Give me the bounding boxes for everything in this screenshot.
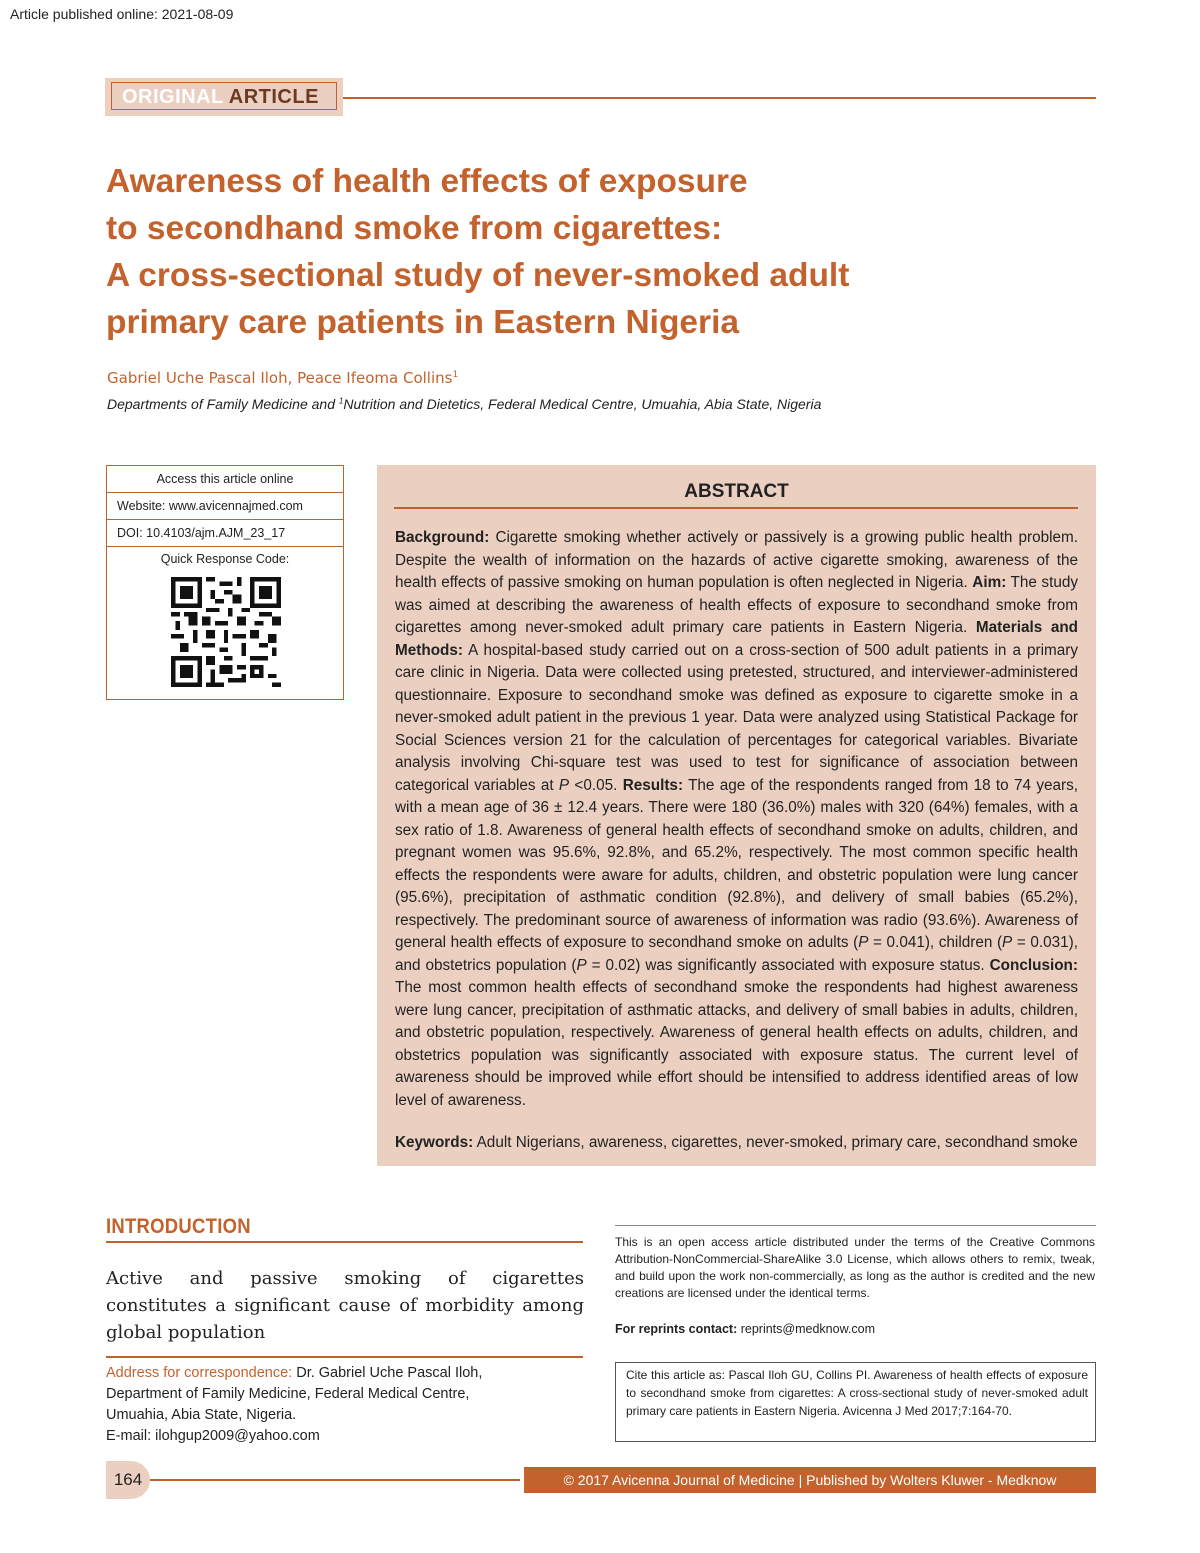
reprints-label: For reprints contact: bbox=[615, 1322, 738, 1336]
abstract-text bbox=[395, 527, 1078, 1112]
abstract-heading: ABSTRACT bbox=[684, 481, 789, 502]
methods-p: P bbox=[558, 776, 570, 794]
footer-rule bbox=[150, 1479, 520, 1481]
website-link[interactable]: Website: www.avicennajmed.com bbox=[107, 493, 343, 520]
introduction-rule bbox=[106, 1241, 583, 1243]
keywords-label: Keywords: bbox=[395, 1134, 474, 1151]
reprints-email[interactable]: reprints@medknow.com bbox=[737, 1322, 875, 1336]
methods-label: Materials and Methods: bbox=[395, 619, 1079, 659]
correspondence-rule bbox=[106, 1356, 583, 1358]
license-text: This is an open access article distributed under the terms of the Creative Commons Attribution-NonCommercial-ShareAlike 3.0 License, which allows others to remix, tweak, and build upon the work non-commercially, as long as the author is credited and the new creations are licensed under the identical terms. bbox=[615, 1235, 1095, 1300]
correspondence-email[interactable]: E-mail: ilohgup2009@yahoo.com bbox=[106, 1428, 320, 1444]
aim-text: The study was aimed at describing the awareness of health effects of exposure to secondhand smoke from cigarettes among never-smoked adult primary care patients in Eastern Nigeria. bbox=[395, 574, 1078, 636]
title-line-3: A cross-sectional study of never-smoked adult bbox=[106, 257, 850, 294]
citation-text: Pascal Iloh GU, Collins PI. Awareness of health effects of exposure to secondhand smoke from cigarettes: A cross-sectional study of never-smoked adult primary care patients in Eastern Nigeria. Avicenna J Med 2017;7:164-70. bbox=[626, 1368, 1088, 1418]
methods-text-2: <0.05. bbox=[569, 776, 623, 794]
affiliation bbox=[107, 396, 821, 412]
keywords bbox=[395, 1132, 1078, 1154]
conclusion-label: Conclusion: bbox=[989, 956, 1078, 974]
correspondence-line-3: Umuahia, Abia State, Nigeria. bbox=[106, 1407, 297, 1423]
section-tag bbox=[111, 82, 337, 110]
citation-label: Cite this article as: bbox=[626, 1368, 725, 1382]
citation bbox=[626, 1366, 1088, 1420]
results-p-3: P bbox=[576, 956, 587, 974]
background-label: Background: bbox=[395, 529, 490, 546]
results-text-3: = 0.031), and obstetrics population ( bbox=[395, 934, 1078, 974]
correspondence bbox=[106, 1363, 586, 1447]
aim-label: Aim: bbox=[972, 574, 1007, 591]
affiliation-superscript: 1 bbox=[338, 396, 344, 406]
footer-copyright: © 2017 Avicenna Journal of Medicine | Published by Wolters Kluwer - Medknow bbox=[524, 1467, 1096, 1493]
authors-superscript: 1 bbox=[452, 370, 459, 380]
correspondence-label: Address for correspondence: bbox=[106, 1365, 293, 1381]
author-list bbox=[107, 369, 458, 387]
article-title bbox=[106, 158, 1006, 346]
correspondence-line-2: Department of Family Medicine, Federal Medical Centre, bbox=[106, 1386, 470, 1402]
reprints-contact bbox=[615, 1322, 875, 1336]
results-p-2: P bbox=[1002, 934, 1013, 951]
results-p-1: P bbox=[858, 934, 869, 951]
introduction-text: Active and passive smoking of cigarettes constitutes a significant cause of morbidity among global population bbox=[106, 1268, 584, 1343]
introduction-heading: INTRODUCTION bbox=[106, 1215, 251, 1238]
background-text: Cigarette smoking whether actively or passively is a growing public health problem. Despite the wealth of information on the hazards of active cigarette smoking, awareness of the health effects of passive smoking on human population is often neglected in Nigeria. bbox=[395, 529, 1078, 591]
results-text-1: The age of the respondents ranged from 18 to 74 years, with a mean age of 36 ± 12.4 years. There were 180 (36.0%) males with 320 (64%) females, with a sex ratio of 1.8. Awareness of general health effects of secondhand smoke on adults, children, and pregnant women was 95.6%, 92.8%, and 65.2%, respectively. The most common specific health effects the respondents were aware for adults, children, and obstetric population were lung cancer (95.6%), precipitation of asthmatic condition (92.8%), and delivery of small babies (65.2%), respectively. The predominant source of awareness of information was radio (93.6%). Awareness of general health effects of exposure to secondhand smoke on adults ( bbox=[395, 776, 1078, 951]
title-line-2: to secondhand smoke from cigarettes: bbox=[106, 210, 723, 247]
correspondence-line-1: Dr. Gabriel Uche Pascal Iloh, bbox=[292, 1365, 483, 1381]
access-online-box bbox=[106, 465, 344, 700]
page-number: 164 bbox=[106, 1461, 150, 1499]
results-text-2: = 0.041), children ( bbox=[868, 934, 1003, 951]
title-line-1: Awareness of health effects of exposure bbox=[106, 163, 748, 200]
affiliation-pre: Departments of Family Medicine and bbox=[107, 396, 339, 412]
doi-link[interactable]: DOI: 10.4103/ajm.AJM_23_17 bbox=[107, 520, 343, 547]
qr-label: Quick Response Code: bbox=[160, 552, 290, 566]
title-line-4: primary care patients in Eastern Nigeria bbox=[106, 304, 740, 341]
section-tag-rule bbox=[343, 97, 1096, 99]
section-tag-word-2: ARTICLE bbox=[228, 86, 319, 108]
methods-text-1: A hospital-based study carried out on a cross-section of 500 adult patients in a primary care clinic in Nigeria. Data were collected using pretested, structured, and interviewer-administered questionnaire. Exposure to secondhand smoke was defined as exposure to cigarette smoke in a never-smoked adult patient in the previous 1 year. Data were analyzed using Statistical Package for Social Sciences version 21 for the calculation of percentages for categorical variables. Bivariate analysis involving Chi-square test was used to test for significance of association between categorical variables at bbox=[395, 641, 1078, 794]
section-tag-word-1: ORIGINAL bbox=[122, 86, 224, 108]
conclusion-text: The most common health effects of secondhand smoke the respondents had highest awareness were lung cancer, precipitation of asthmatic attacks, and delivery of small babies in adults, children, and obstetric population, respectively. Awareness of general health effects on adults, children, and obstetrics population was significantly associated with exposure status. The current level of awareness should be improved while effort should be intensified to address identified areas of low level of awareness. bbox=[395, 979, 1078, 1109]
abstract-rule bbox=[394, 507, 1078, 509]
keywords-text: Adult Nigerians, awareness, cigarettes, never-smoked, primary care, secondhand smoke bbox=[473, 1134, 1078, 1151]
qr-code-icon[interactable] bbox=[171, 576, 281, 688]
results-label: Results: bbox=[622, 776, 684, 794]
access-heading: Access this article online bbox=[107, 466, 343, 493]
published-date: Article published online: 2021-08-09 bbox=[10, 6, 234, 22]
authors-text: Gabriel Uche Pascal Iloh, Peace Ifeoma Collins bbox=[107, 369, 453, 387]
license-rule bbox=[615, 1225, 1096, 1226]
affiliation-post: Nutrition and Dietetics, Federal Medical Centre, Umuahia, Abia State, Nigeria bbox=[343, 396, 822, 412]
results-text-4: = 0.02) was significantly associated with exposure status. bbox=[586, 956, 990, 974]
